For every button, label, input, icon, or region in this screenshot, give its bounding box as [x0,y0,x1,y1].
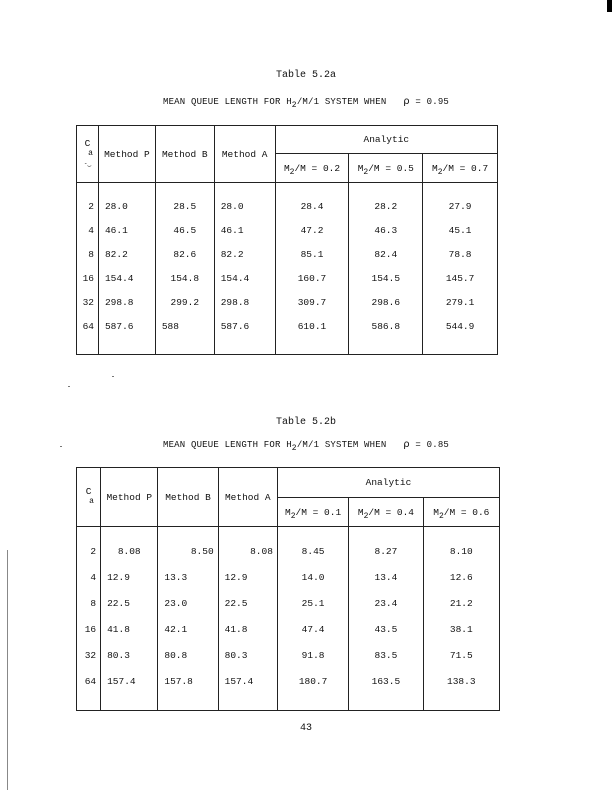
table-b [76,467,500,711]
ca-header: C a [77,468,101,527]
analytic-col-header: $M_2/M = 0.1$ [277,498,348,527]
scan-edge-line [7,550,8,790]
table-b-title: MEAN QUEUE LENGTH FOR H2/M/1 SYSTEM WHEN ρ = 0.85 [162,439,450,453]
analytic-col-header: $M_2/M = 0.5$ [349,154,423,183]
ca-header: C a -‿ [77,126,99,183]
method-a-header: Method A [214,126,275,183]
table-a [76,125,498,355]
table-row: 4 12.9 13.3 12.9 14.0 13.4 12.6 [77,565,500,591]
table-a-caption: Table 5.2a [275,70,336,81]
analytic-header: Analytic [275,126,497,154]
method-b-header: Method B [158,468,218,527]
table-row: 2 8.08 8.50 8.08 8.45 8.27 8.10 [77,539,500,565]
analytic-col-header: $M_2/M = 0.6$ [423,498,499,527]
method-b-header: Method B [155,126,214,183]
analytic-col-header: $M_2/M = 0.7$ [423,154,498,183]
method-p-header: Method P [98,126,155,183]
table-row: 4 46.1 46.5 46.1 47.2 46.3 45.1 [77,219,498,243]
scan-corner-mark [607,0,612,12]
analytic-header: Analytic [277,468,499,498]
table-row: 32 298.8 299.2 298.8 309.7 298.6 279.1 [77,291,498,315]
table-row: 64 157.4 157.8 157.4 180.7 163.5 138.3 [77,669,500,695]
page-number: 43 [299,723,312,734]
scan-speck [112,376,114,377]
rho-symbol: ρ [403,96,410,107]
table-row: 64 587.6 588 587.6 610.1 586.8 544.9 [77,315,498,339]
table-row: 16 154.4 154.8 154.4 160.7 154.5 145.7 [77,267,498,291]
table-row: 8 82.2 82.6 82.2 85.1 82.4 78.8 [77,243,498,267]
method-a-header: Method A [218,468,277,527]
table-row: 2 28.0 28.5 28.0 28.4 28.2 27.9 [77,195,498,219]
table-row: 16 41.8 42.1 41.8 47.4 43.5 38.1 [77,617,500,643]
rho-symbol: ρ [403,439,410,450]
analytic-col-header: $M_2/M = 0.2$ [275,154,349,183]
analytic-col-header: $M_2/M = 0.4$ [349,498,423,527]
table-b-caption: Table 5.2b [275,417,336,428]
table-row: 32 80.3 80.8 80.3 91.8 83.5 71.5 [77,643,500,669]
method-p-header: Method P [101,468,158,527]
table-a-title: MEAN QUEUE LENGTH FOR H2/M/1 SYSTEM WHEN ρ = 0.95 [162,96,450,110]
scan-speck [68,386,70,387]
table-row: 8 22.5 23.0 22.5 25.1 23.4 21.2 [77,591,500,617]
